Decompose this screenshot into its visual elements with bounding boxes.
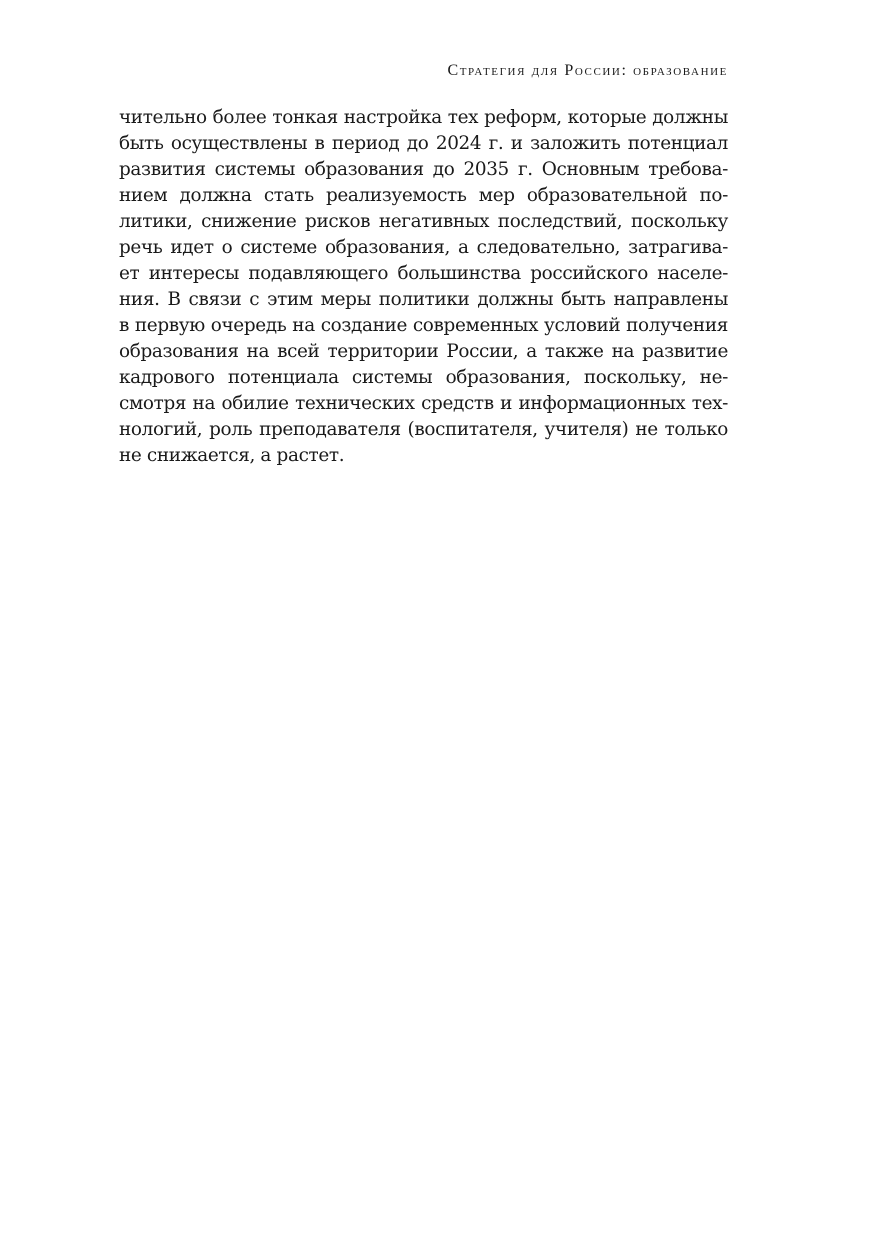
body-paragraph [119,105,728,469]
text-line: кадрового потенциала системы образования, поскольку, не- [119,367,728,388]
text-line-last: не снижается, а растет. [119,445,345,466]
text-line: быть осуществлены в период до 2024 г. и заложить потенциал [119,133,728,154]
text-line: смотря на обилие технических средств и информационных тех- [119,393,728,414]
text-line: нием должна стать реализуемость мер образовательной по- [119,185,728,206]
text-line: ния. В связи с этим меры политики должны быть направлены [119,289,728,310]
text-line: речь идет о системе образования, а следовательно, затрагива- [119,237,728,258]
text-line: ет интересы подавляющего большинства российского населе- [119,263,728,284]
text-line: чительно более тонкая настройка тех реформ, которые должны [119,107,728,128]
text-line: развития системы образования до 2035 г. Основным требова- [119,159,728,180]
text-line: образования на всей территории России, а также на развитие [119,341,728,362]
running-header: Стратегия для России: образование [447,62,728,79]
text-line: нологий, роль преподавателя (воспитателя, учителя) не только [119,419,728,440]
text-line: литики, снижение рисков негативных последствий, поскольку [119,211,728,232]
text-line: в первую очередь на создание современных условий получения [119,315,728,336]
